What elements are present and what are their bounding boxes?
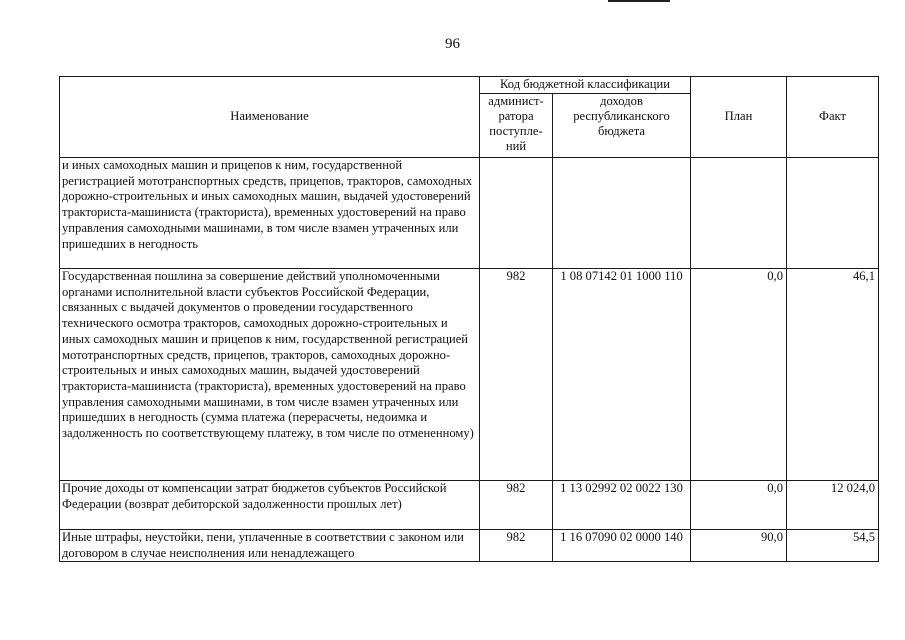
- row-fact: 54,5: [787, 530, 879, 562]
- header-plan: План: [691, 77, 787, 158]
- row-name: и иных самоходных машин и прицепов к ним, государственной регистрацией мототранспортных средств, прицепов, тракторов, самоходных дорожно-строительных и иных самоходных машин, выдачей удостоверений тракториста-машиниста (тракториста), временных удостоверений на право управления самоходными машинами, в том числе взамен утраченных или пришедших в негодность: [60, 158, 480, 269]
- row-name: Прочие доходы от компенсации затрат бюджетов субъектов Российской Федерации (возврат дебиторской задолженности прошлых лет): [60, 481, 480, 530]
- row-fact: 12 024,0: [787, 481, 879, 530]
- row-admin: 982: [480, 530, 553, 562]
- budget-table: [59, 76, 879, 562]
- table-row: [60, 158, 879, 269]
- row-admin: 982: [480, 481, 553, 530]
- row-fact: 46,1: [787, 269, 879, 481]
- header-code-group: Код бюджетной классификации: [480, 77, 691, 94]
- header-name: Наименование: [60, 77, 480, 158]
- row-plan: 0,0: [691, 269, 787, 481]
- row-fact: [787, 158, 879, 269]
- header-income: доходов республиканского бюджета: [553, 94, 691, 158]
- row-code: [553, 158, 691, 269]
- row-admin: [480, 158, 553, 269]
- table-row: [60, 481, 879, 530]
- table-row: [60, 269, 879, 481]
- row-plan: [691, 158, 787, 269]
- row-plan: 0,0: [691, 481, 787, 530]
- row-plan: 90,0: [691, 530, 787, 562]
- row-code: 1 16 07090 02 0000 140: [553, 530, 691, 562]
- page-number: 96: [445, 36, 460, 52]
- row-name: Иные штрафы, неустойки, пени, уплаченные в соответствии с законом или договором в случае неисполнения или ненадлежащего: [60, 530, 480, 562]
- page-top-mark: [608, 0, 670, 2]
- table-row: [60, 530, 879, 562]
- header-admin: админист-ратора поступле-ний: [480, 94, 553, 158]
- row-code: 1 13 02992 02 0022 130: [553, 481, 691, 530]
- row-admin: 982: [480, 269, 553, 481]
- header-fact: Факт: [787, 77, 879, 158]
- header-row-1: [60, 77, 879, 94]
- row-name: Государственная пошлина за совершение действий уполномоченными органами исполнительной власти субъектов Российской Федерации, связанных с выдачей документов о проведении государственного технического осмотра тракторов, самоходных дорожно-строительных и иных самоходных машин и прицепов к ним, государственной регистрацией мототранспортных средств, прицепов, тракторов, самоходных дорожно-строительных и иных самоходных машин, выдачей удостоверений тракториста-машиниста (тракториста), временных удостоверений на право управления самоходными машинами, в том числе взамен утраченных или пришедших в негодность (сумма платежа (перерасчеты, недоимка и задолженность по соответствующему платежу, в том числе по отмененному): [60, 269, 480, 481]
- row-code: 1 08 07142 01 1000 110: [553, 269, 691, 481]
